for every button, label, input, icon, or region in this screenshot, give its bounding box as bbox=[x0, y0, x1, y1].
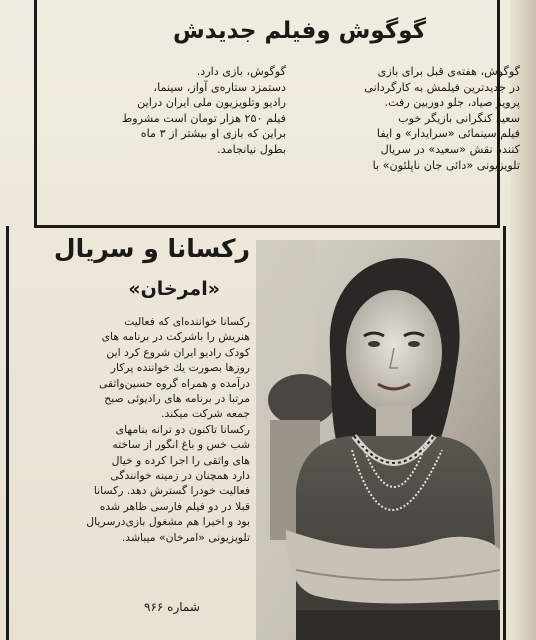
text-line: رادیو وتلویزیون ملی ایران دراین bbox=[137, 96, 286, 110]
top-article-column-left bbox=[78, 64, 286, 158]
text-line: دارد همچنان در زمینه خوانندگی bbox=[110, 469, 250, 483]
text-line: بطول نیانجامد. bbox=[217, 142, 286, 156]
text-line: فیلم ۲۵۰ هزار تومان است مشروط bbox=[121, 111, 286, 125]
text-line: کودک رادیو ایران شروع کرد این bbox=[106, 345, 250, 359]
text-line: بود و اخیرا هم مشغول بازی‌درسریال bbox=[86, 515, 250, 529]
portrait-photo bbox=[256, 240, 500, 640]
top-article-title: گوگوش وفیلم جدیدش bbox=[172, 18, 426, 44]
text-line: فیلم سینمائی «سرایدار» و ایفا bbox=[376, 127, 520, 141]
text-line: تلویزیونی «دائی جان ناپلئون» با bbox=[372, 158, 520, 172]
text-line: مرتبا در برنامه های رادیوئی صبح bbox=[104, 392, 250, 406]
text-line: درآمده و همراه گروه حسین‌واثقی bbox=[98, 376, 250, 390]
text-line: کننده نقش «سعید» در سریال bbox=[380, 142, 520, 156]
text-line: رکسانا تاکنون دو ترانه بنامهای bbox=[115, 422, 250, 436]
bottom-article-title: رکسانا و سریال bbox=[53, 234, 250, 263]
bottom-article-subtitle: «امرخان» bbox=[128, 278, 220, 300]
text-line: قبلا در دو فیلم فارسی ظاهر شده bbox=[99, 499, 250, 513]
text-line: دستمزد ستاره‌ی آواز، سینما، bbox=[153, 80, 286, 94]
text-line: جمعه شرکت میکند. bbox=[161, 407, 250, 421]
text-line: هنریش را باشرکت در برنامه های bbox=[101, 330, 250, 344]
text-line: فعالیت خودرا گسترش دهد. رکسانا bbox=[93, 484, 250, 498]
text-line: پرویز صیاد، جلو دوربین رفت. bbox=[384, 96, 520, 110]
issue-number: شماره ۹۶۶ bbox=[144, 600, 200, 614]
text-line: شب خس و باغ انگور از ساخته bbox=[112, 438, 250, 452]
text-line: گوگوش، هفته‌ی قبل برای بازی bbox=[377, 65, 520, 78]
text-line: رکسانا خواننده‌ای که فعالیت bbox=[124, 315, 250, 328]
text-line: براین که بازی او بیشتر از ۳ ماه bbox=[140, 127, 286, 141]
text-line: تلویزیونی «امرخان» میباشد. bbox=[121, 530, 250, 544]
text-line: گوگوش، بازی دارد. bbox=[196, 65, 286, 78]
top-article-column-right bbox=[302, 64, 520, 173]
bottom-article-body bbox=[14, 314, 250, 545]
text-line: روزها بصورت یك خواننده پرکار bbox=[110, 361, 250, 375]
text-line: های واثقی را اجرا کرده و خیال bbox=[111, 453, 250, 467]
text-line: در جدیدترین فیلمش به کارگردانی bbox=[364, 80, 520, 94]
text-line: سعید کنگرانی بازیگر خوب bbox=[398, 111, 520, 125]
